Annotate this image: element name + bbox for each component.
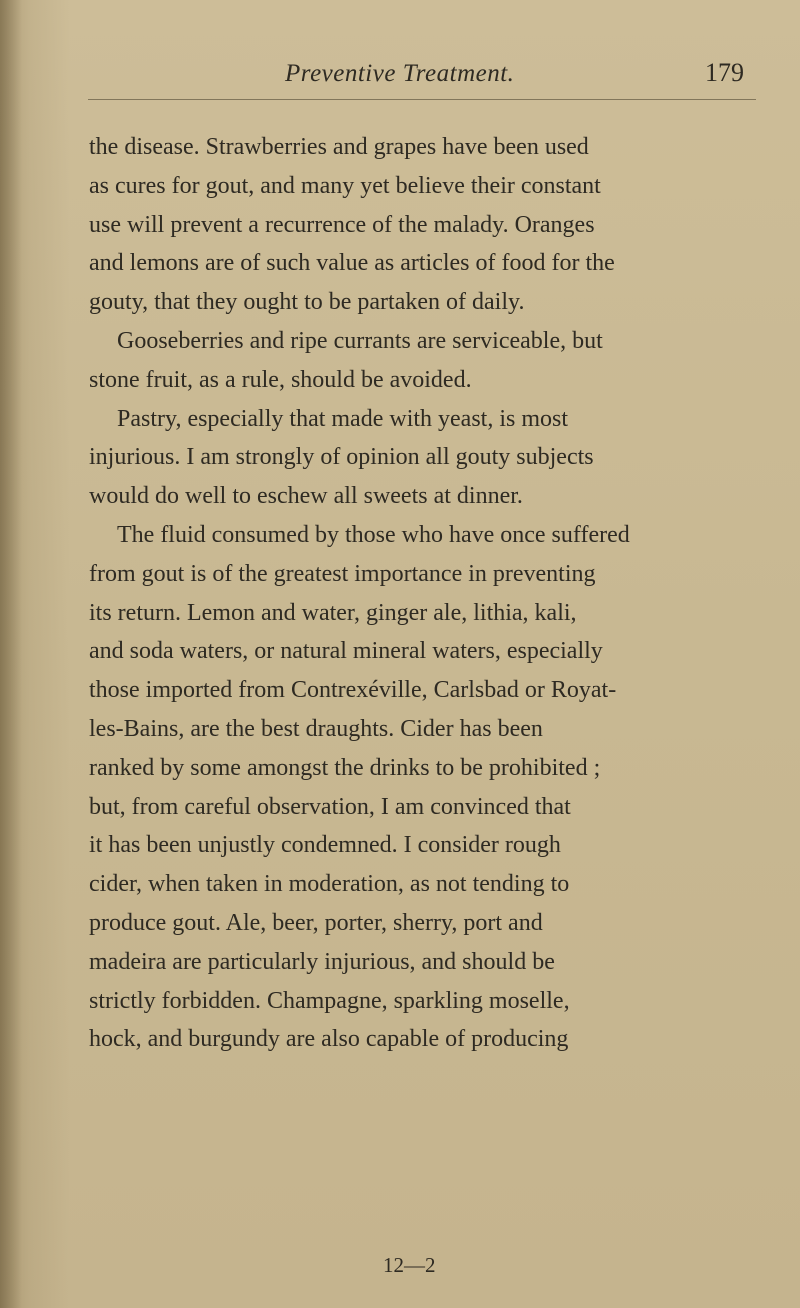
text-line: Pastry, especially that made with yeast, is most <box>117 405 569 432</box>
text-line: and lemons are of such value as articles of food for the <box>89 250 615 277</box>
signature-mark: 12—2 <box>383 1253 436 1277</box>
text-line: les-Bains, are the best draughts. Cider has been <box>89 715 543 742</box>
text-line: use will prevent a recurrence of the malady. Oranges <box>89 211 595 238</box>
text-line: the disease. Strawberries and grapes have been used <box>89 134 589 160</box>
text-line: as cures for gout, and many yet believe their constant <box>89 172 601 199</box>
text-line: its return. Lemon and water, ginger ale, lithia, kali, <box>89 599 577 626</box>
text-line: ranked by some amongst the drinks to be prohibited ; <box>89 754 601 781</box>
body-text <box>89 128 769 1059</box>
text-line: and soda waters, or natural mineral waters, especially <box>89 638 603 665</box>
text-line: those imported from Contrexéville, Carlsbad or Royat- <box>89 677 617 704</box>
running-head <box>0 52 800 96</box>
text-line: would do well to eschew all sweets at dinner. <box>89 483 523 510</box>
header-rule <box>88 99 756 100</box>
page-number: 179 <box>705 58 744 87</box>
text-line: The fluid consumed by those who have once suffered <box>117 521 630 548</box>
text-line: it has been unjustly condemned. I consider rough <box>89 832 561 859</box>
text-line: produce gout. Ale, beer, porter, sherry, port and <box>89 909 543 936</box>
text-line: cider, when taken in moderation, as not tending to <box>89 871 570 898</box>
text-line: stone fruit, as a rule, should be avoided. <box>89 366 472 393</box>
text-line: strictly forbidden. Champagne, sparkling moselle, <box>89 987 570 1014</box>
running-title: Preventive Treatment. <box>285 60 515 87</box>
text-line: from gout is of the greatest importance in preventing <box>89 560 596 587</box>
text-line: injurious. I am strongly of opinion all gouty subjects <box>89 444 594 471</box>
text-line: but, from careful observation, I am convinced that <box>89 793 571 820</box>
text-line: madeira are particularly injurious, and should be <box>89 948 555 975</box>
binding-shadow <box>0 0 22 1308</box>
text-line: hock, and burgundy are also capable of producing <box>89 1026 569 1053</box>
text-line: gouty, that they ought to be partaken of daily. <box>89 289 525 316</box>
text-line: Gooseberries and ripe currants are serviceable, but <box>117 327 603 354</box>
